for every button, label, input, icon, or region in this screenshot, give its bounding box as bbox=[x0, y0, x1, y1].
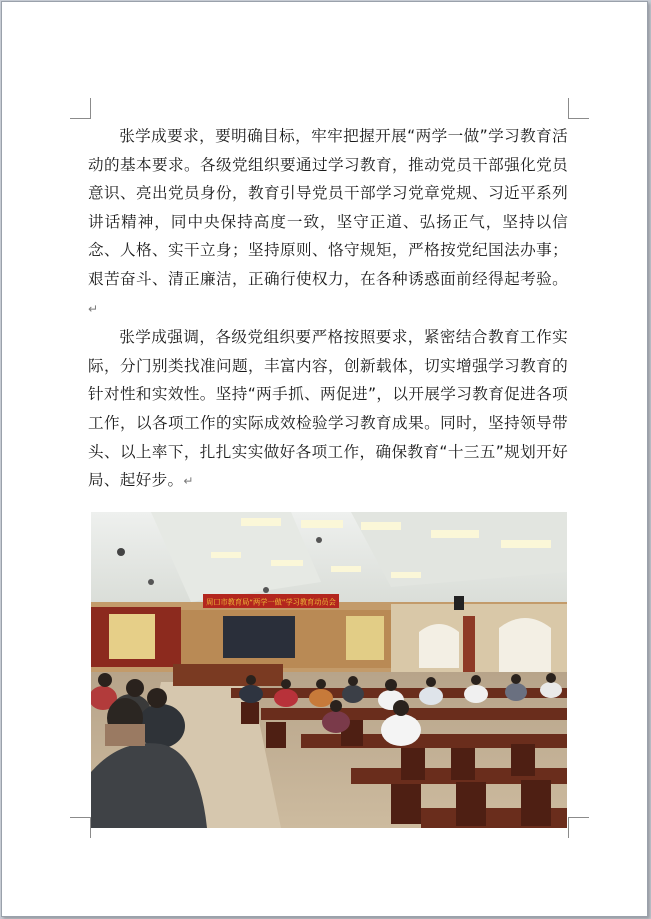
paragraph-1[interactable] bbox=[88, 122, 568, 323]
document-body[interactable] bbox=[88, 122, 568, 496]
paragraph-2-text: 张学成强调，各级党组织要严格按照要求，紧密结合教育工作实际，分门别类找准问题，丰富内容，创新载体，切实增强学习教育的针对性和实效性。坚持“两手抓、两促进”，以开展学习教育促进各项工作，以各项工作的实际成效检验学习教育成果。同时，坚持领导带头、以上率下，扎扎实实做好各项工作，确保教育“十三五”规划开好局、起好步。 bbox=[88, 328, 568, 490]
banner-text: 周口市教育局“两学一做”学习教育动员会 bbox=[206, 597, 336, 607]
paragraph-1-text: 张学成要求，要明确目标，牢牢把握开展“两学一做”学习教育活动的基本要求。各级党组织要通过学习教育，推动党员干部强化党员意识、亮出党员身份，教育引导党员干部学习党章党规、习近平系列讲话精神，同中央保持高度一致，坚守正道、弘扬正气，坚持以信念、人格、实干立身；坚持原则、恪守规矩，严格按党纪国法办事；艰苦奋斗、清正廉洁，正确行使权力，在各种诱惑面前经得起考验。 bbox=[88, 127, 568, 288]
meeting-photo[interactable] bbox=[91, 512, 567, 828]
margin-corner-top-right bbox=[568, 98, 589, 119]
meeting-photo-drawing bbox=[91, 512, 567, 828]
paragraph-mark: ↵ bbox=[88, 301, 99, 316]
margin-corner-bottom-left bbox=[70, 817, 91, 838]
paragraph-2[interactable] bbox=[88, 323, 568, 496]
margin-corner-top-left bbox=[70, 98, 91, 119]
paragraph-mark: ↵ bbox=[183, 474, 194, 489]
margin-corner-bottom-right bbox=[568, 817, 589, 838]
